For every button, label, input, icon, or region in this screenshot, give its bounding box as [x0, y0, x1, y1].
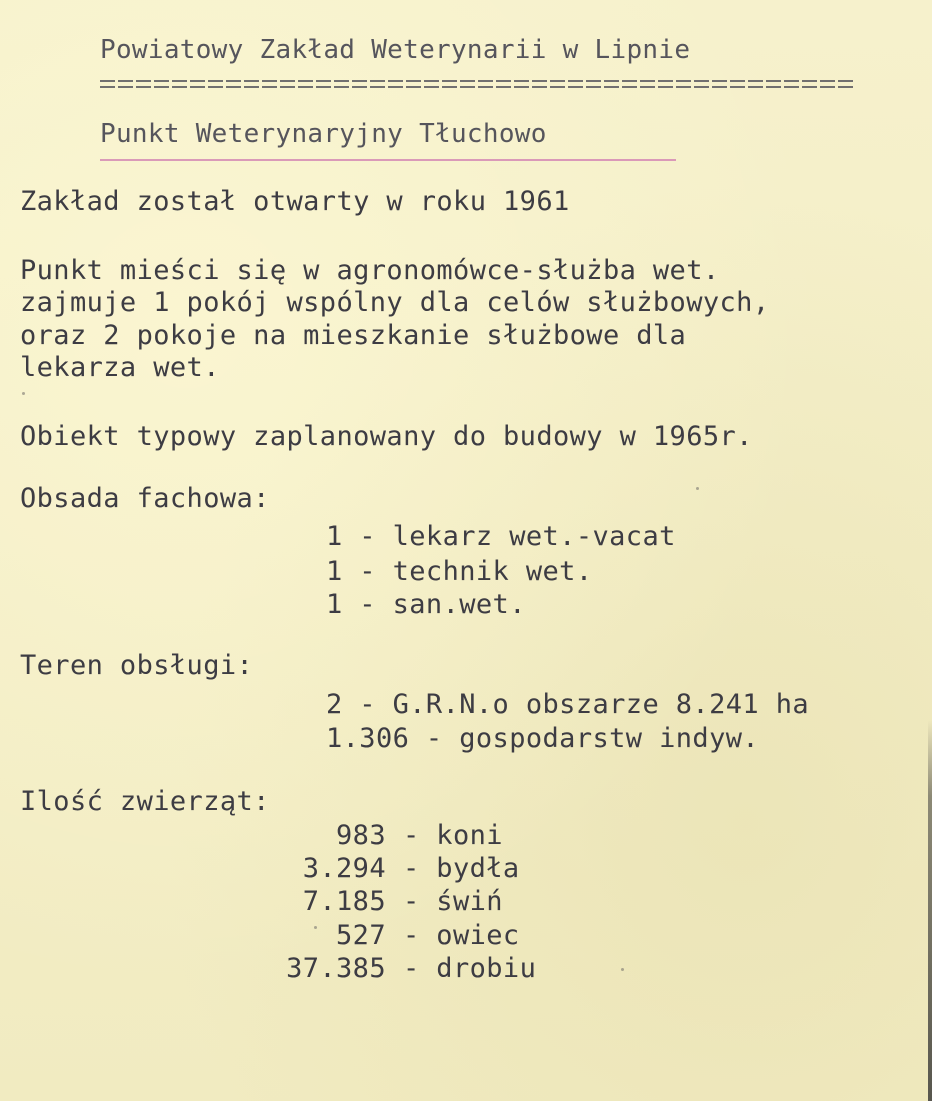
- paper-speck: [621, 968, 624, 971]
- animal-name: - drobiu: [403, 953, 537, 984]
- staff-item: 1 - technik wet.: [326, 556, 593, 587]
- location-line-3: oraz 2 pokoje na mieszkanie służbowe dla: [20, 320, 687, 351]
- service-area-item: 1.306 - gospodarstw indyw.: [326, 723, 760, 754]
- page-edge-shadow: [928, 720, 932, 1101]
- staff-item: 1 - lekarz wet.-vacat: [326, 521, 676, 552]
- service-area-item: 2 - G.R.N.o obszarze 8.241 ha: [326, 689, 810, 720]
- animal-name: - świń: [403, 886, 503, 917]
- institution-header: Powiatowy Zakład Weterynarii w Lipnie: [100, 35, 691, 65]
- animal-name: - owiec: [403, 920, 520, 951]
- staff-label: Obsada fachowa:: [20, 483, 270, 514]
- animal-name: - bydła: [403, 853, 520, 884]
- location-line-4: lekarza wet.: [20, 352, 220, 383]
- animal-count: 527: [336, 920, 386, 951]
- paper-speck: [314, 926, 317, 929]
- unit-title: Punkt Weterynaryjny Tłuchowo: [100, 119, 547, 149]
- animals-label: Ilość zwierząt:: [20, 786, 270, 817]
- double-underline-separator: [100, 80, 856, 92]
- animal-name: - koni: [403, 820, 503, 851]
- opening-year-text: Zakład został otwarty w roku 1961: [20, 186, 570, 217]
- pink-underline: [100, 159, 676, 161]
- animal-count: 983: [336, 820, 386, 851]
- planned-building-text: Obiekt typowy zaplanowany do budowy w 1965r.: [20, 421, 753, 452]
- animal-count: 3.294: [302, 853, 386, 884]
- paper-speck: [22, 392, 25, 395]
- animal-count: 37.385: [286, 953, 386, 984]
- location-line-2: zajmuje 1 pokój wspólny dla celów służbowych,: [20, 287, 770, 318]
- location-line-1: Punkt mieści się w agronomówce-służba wet.: [20, 255, 720, 286]
- service-area-label: Teren obsługi:: [20, 650, 254, 681]
- staff-item: 1 - san.wet.: [326, 589, 526, 620]
- paper-speck: [696, 487, 699, 490]
- animal-count: 7.185: [302, 886, 386, 917]
